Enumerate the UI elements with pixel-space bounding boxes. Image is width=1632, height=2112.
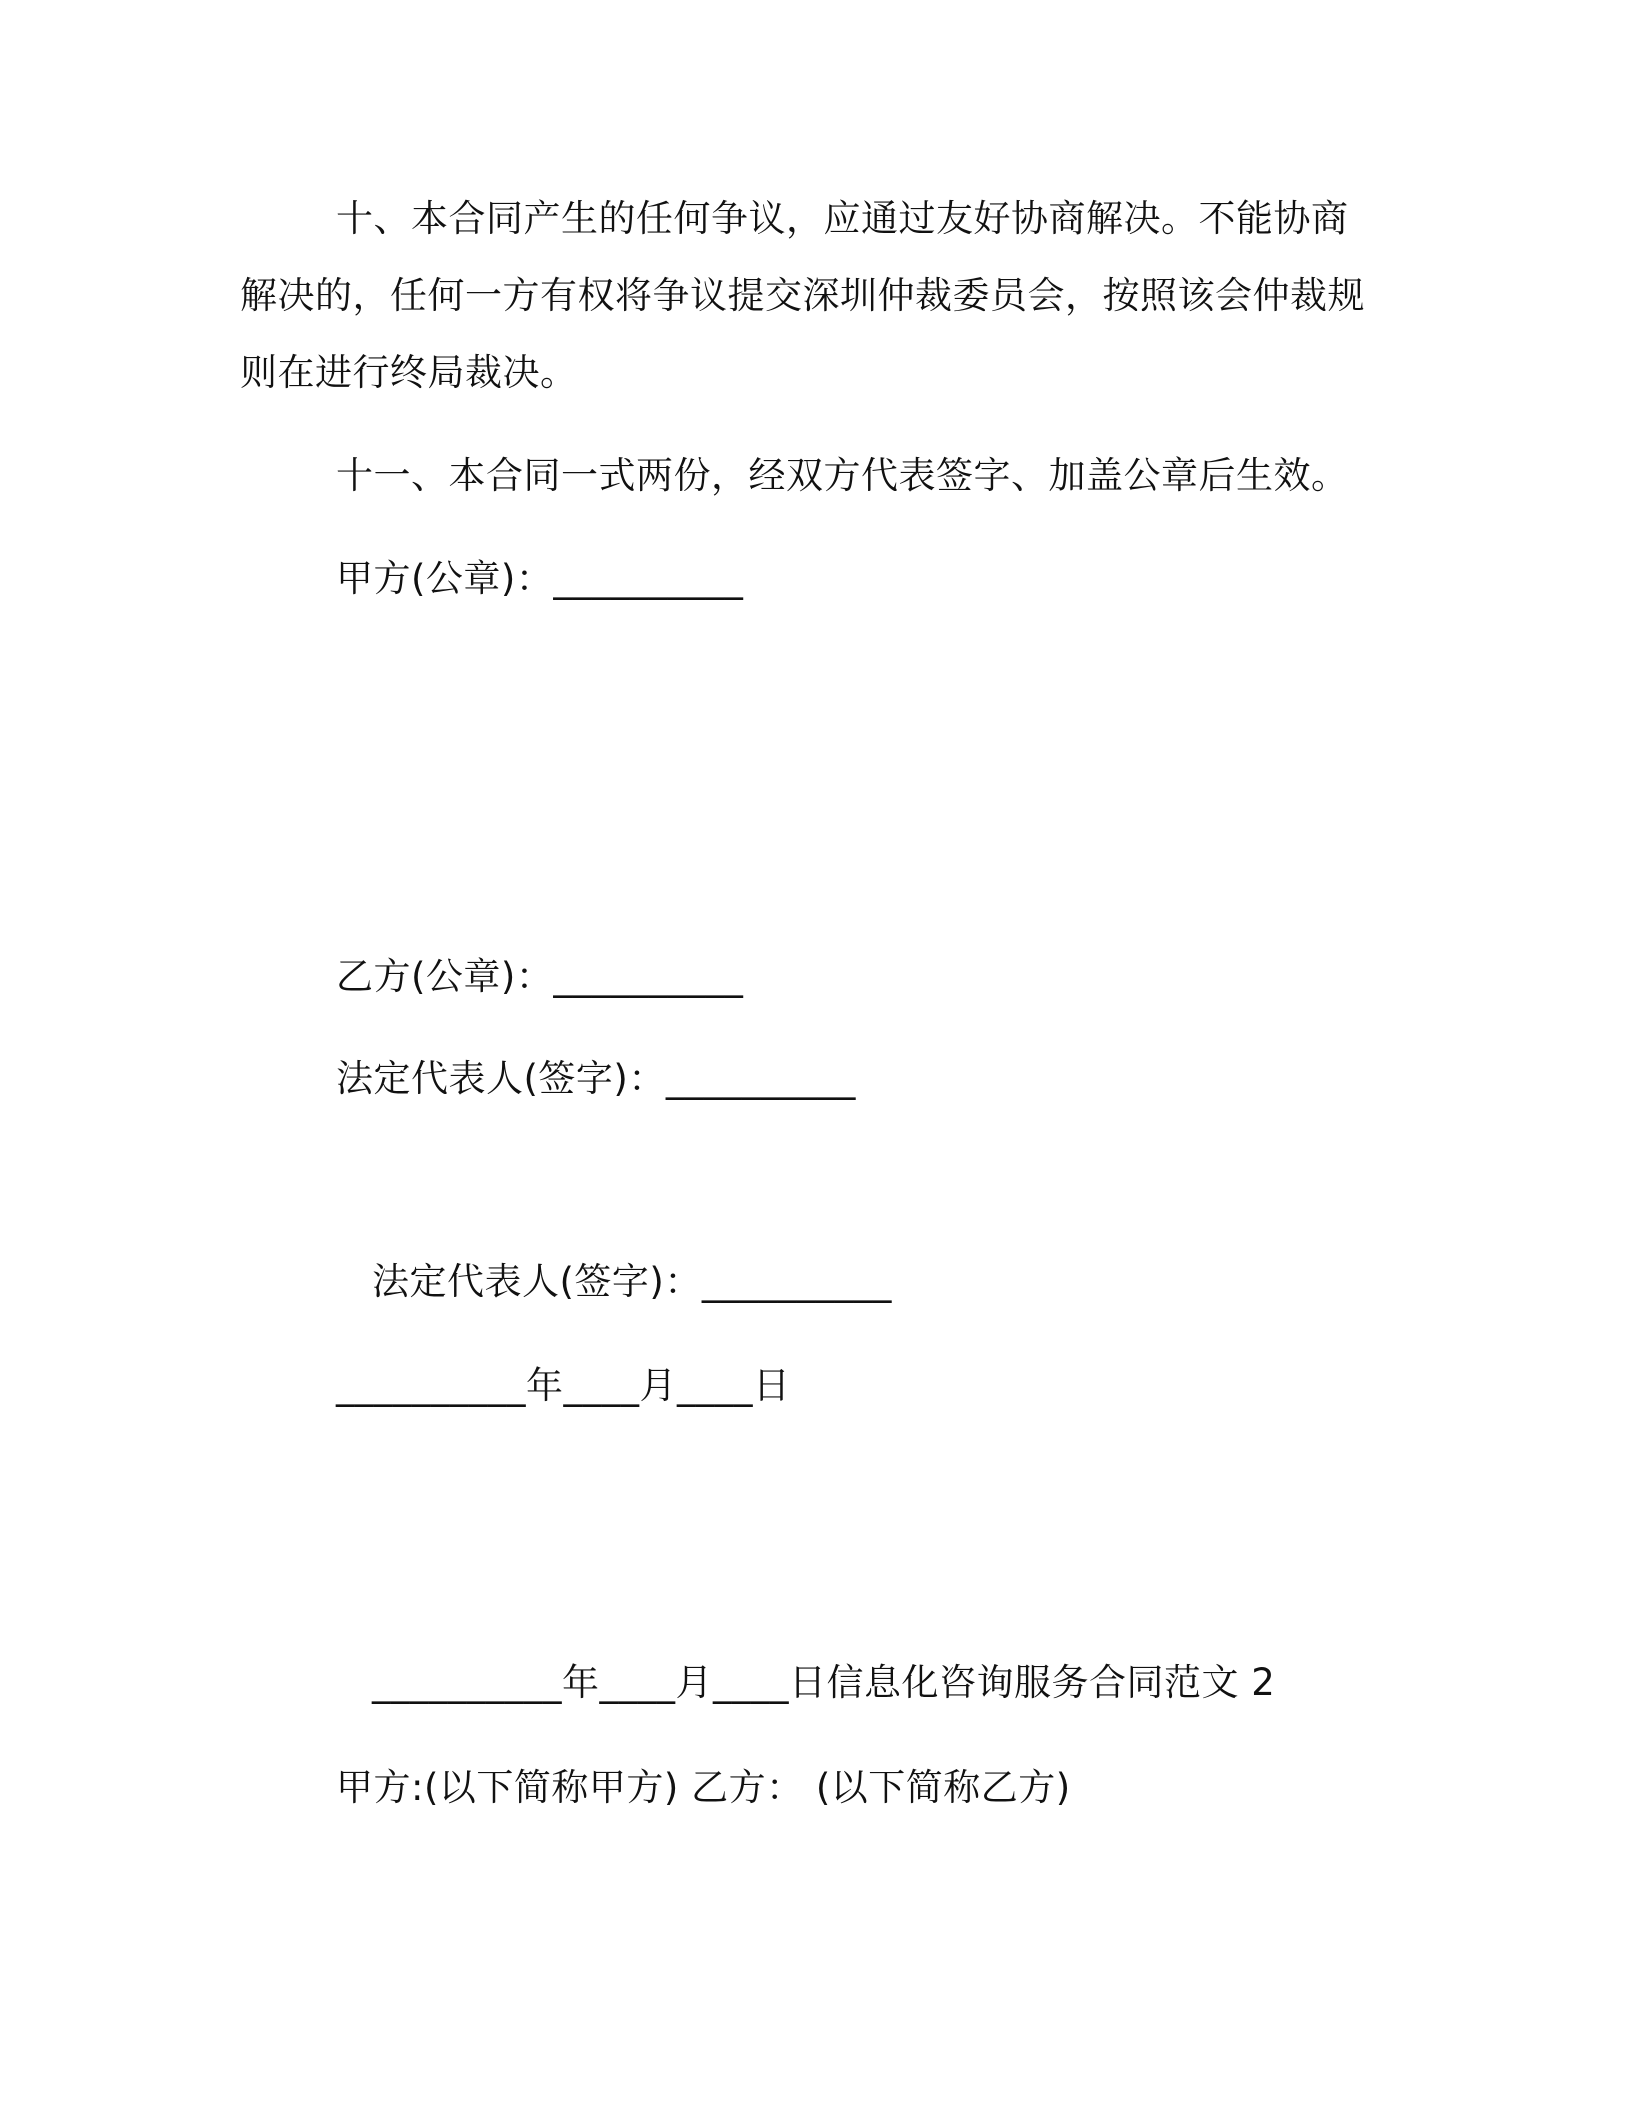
clause-11: 十一、本合同一式两份，经双方代表签字、加盖公章后生效。 <box>336 454 1349 497</box>
next-contract-parties: 甲方:(以下简称甲方) 乙方： (以下简称乙方) <box>336 1766 1071 1809</box>
clause-10 <box>240 180 1380 411</box>
party-b-seal-line: 乙方(公章)：__________ <box>336 955 744 998</box>
date-line: __________年____月____日 <box>336 1364 791 1407</box>
clause-10-text: 十、本合同产生的任何争议，应通过友好协商解决。不能协商解决的，任何一方有权将争议提交深圳仲裁委员会，按照该会仲裁规则在进行终局裁决。 <box>240 197 1365 394</box>
next-contract-title: __________年____月____日信息化咨询服务合同范文 2 <box>372 1661 1276 1704</box>
legal-rep-signature-line-1: 法定代表人(签字)：__________ <box>336 1057 856 1100</box>
legal-rep-signature-line-2: 法定代表人(签字)：__________ <box>372 1260 892 1303</box>
party-a-seal-line: 甲方(公章)：__________ <box>336 557 744 600</box>
